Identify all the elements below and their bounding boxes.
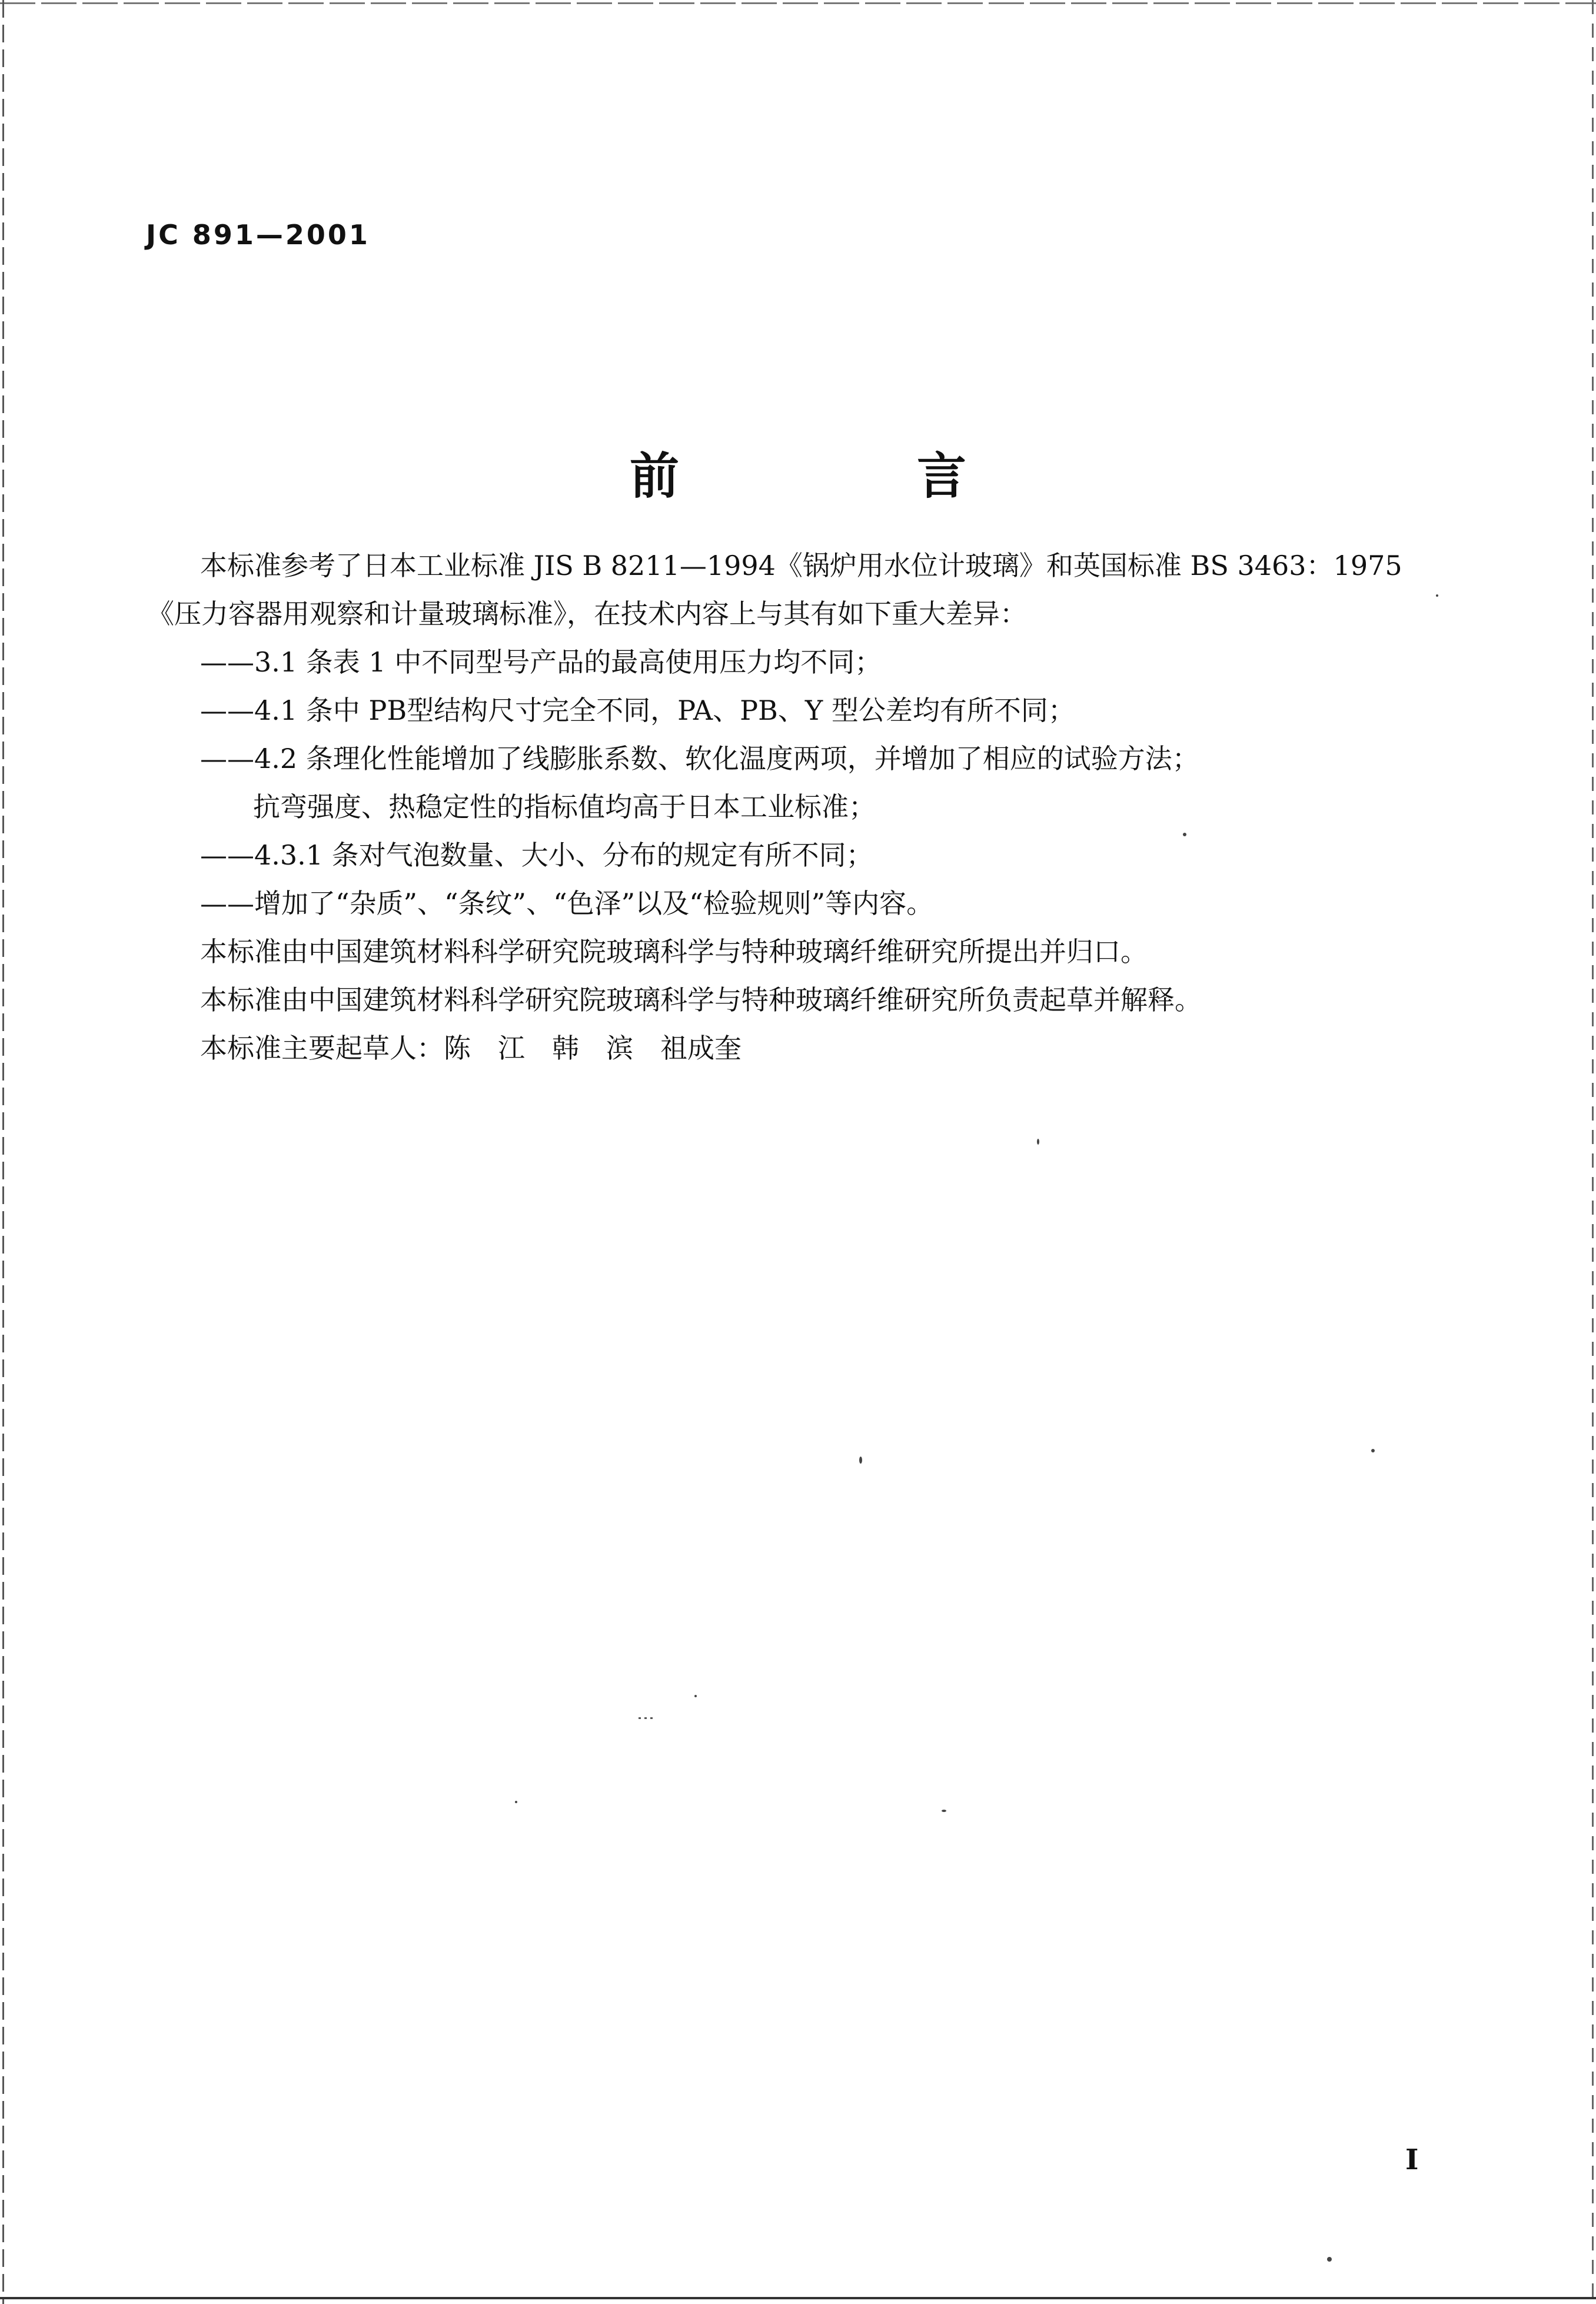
scan-speck <box>942 1810 946 1812</box>
preface-intro-line-1: 本标准参考了日本工业标准 JIS B 8211—1994《锅炉用水位计玻璃》和英国标准 BS 3463：1975 <box>200 550 1402 581</box>
difference-item-1: ——3.1 条表 1 中不同型号产品的最高使用压力均不同； <box>200 646 882 678</box>
scan-speck <box>1037 1139 1039 1145</box>
drafter-statement: 本标准由中国建筑材料科学研究院玻璃科学与特种玻璃纤维研究所负责起草并解释。 <box>200 984 1202 1016</box>
page-title: 前 言 <box>629 447 1060 505</box>
difference-item-4: ——4.3.1 条对气泡数量、大小、分布的规定有所不同； <box>200 839 873 871</box>
main-drafters: 本标准主要起草人：陈 江 韩 滨 祖成奎 <box>200 1032 742 1064</box>
document-code: JC 891—2001 <box>146 219 370 251</box>
difference-item-3-continuation: 抗弯强度、热稳定性的指标值均高于日本工业标准； <box>253 791 876 823</box>
difference-item-3: ——4.2 条理化性能增加了线膨胀系数、软化温度两项，并增加了相应的试验方法； <box>200 743 1199 774</box>
proposer-statement: 本标准由中国建筑材料科学研究院玻璃科学与特种玻璃纤维研究所提出并归口。 <box>200 936 1148 968</box>
scan-speck <box>1183 833 1186 836</box>
scan-speck <box>639 1717 656 1719</box>
scan-speck <box>694 1695 697 1697</box>
preface-intro-line-2: 《压力容器用观察和计量玻璃标准》，在技术内容上与其有如下重大差异： <box>147 598 1027 630</box>
scan-speck <box>1436 594 1438 597</box>
preface-body <box>147 541 1442 1072</box>
scan-speck <box>515 1801 517 1803</box>
scan-border-top <box>0 2 1596 4</box>
difference-item-2: ——4.1 条中 PB型结构尺寸完全不同，PA、PB、Y 型公差均有所不同； <box>200 694 1075 726</box>
scan-speck <box>1327 2257 1332 2262</box>
scan-speck <box>1371 1449 1375 1452</box>
scan-speck <box>859 1457 862 1464</box>
scan-border-left <box>2 0 4 2304</box>
difference-item-5: ——增加了“杂质”、“条纹”、“色泽”以及“检验规则”等内容。 <box>200 887 934 919</box>
scan-border-bottom <box>0 2297 1596 2299</box>
page-number: I <box>1405 2143 1419 2176</box>
scan-border-right <box>1592 0 1594 2304</box>
